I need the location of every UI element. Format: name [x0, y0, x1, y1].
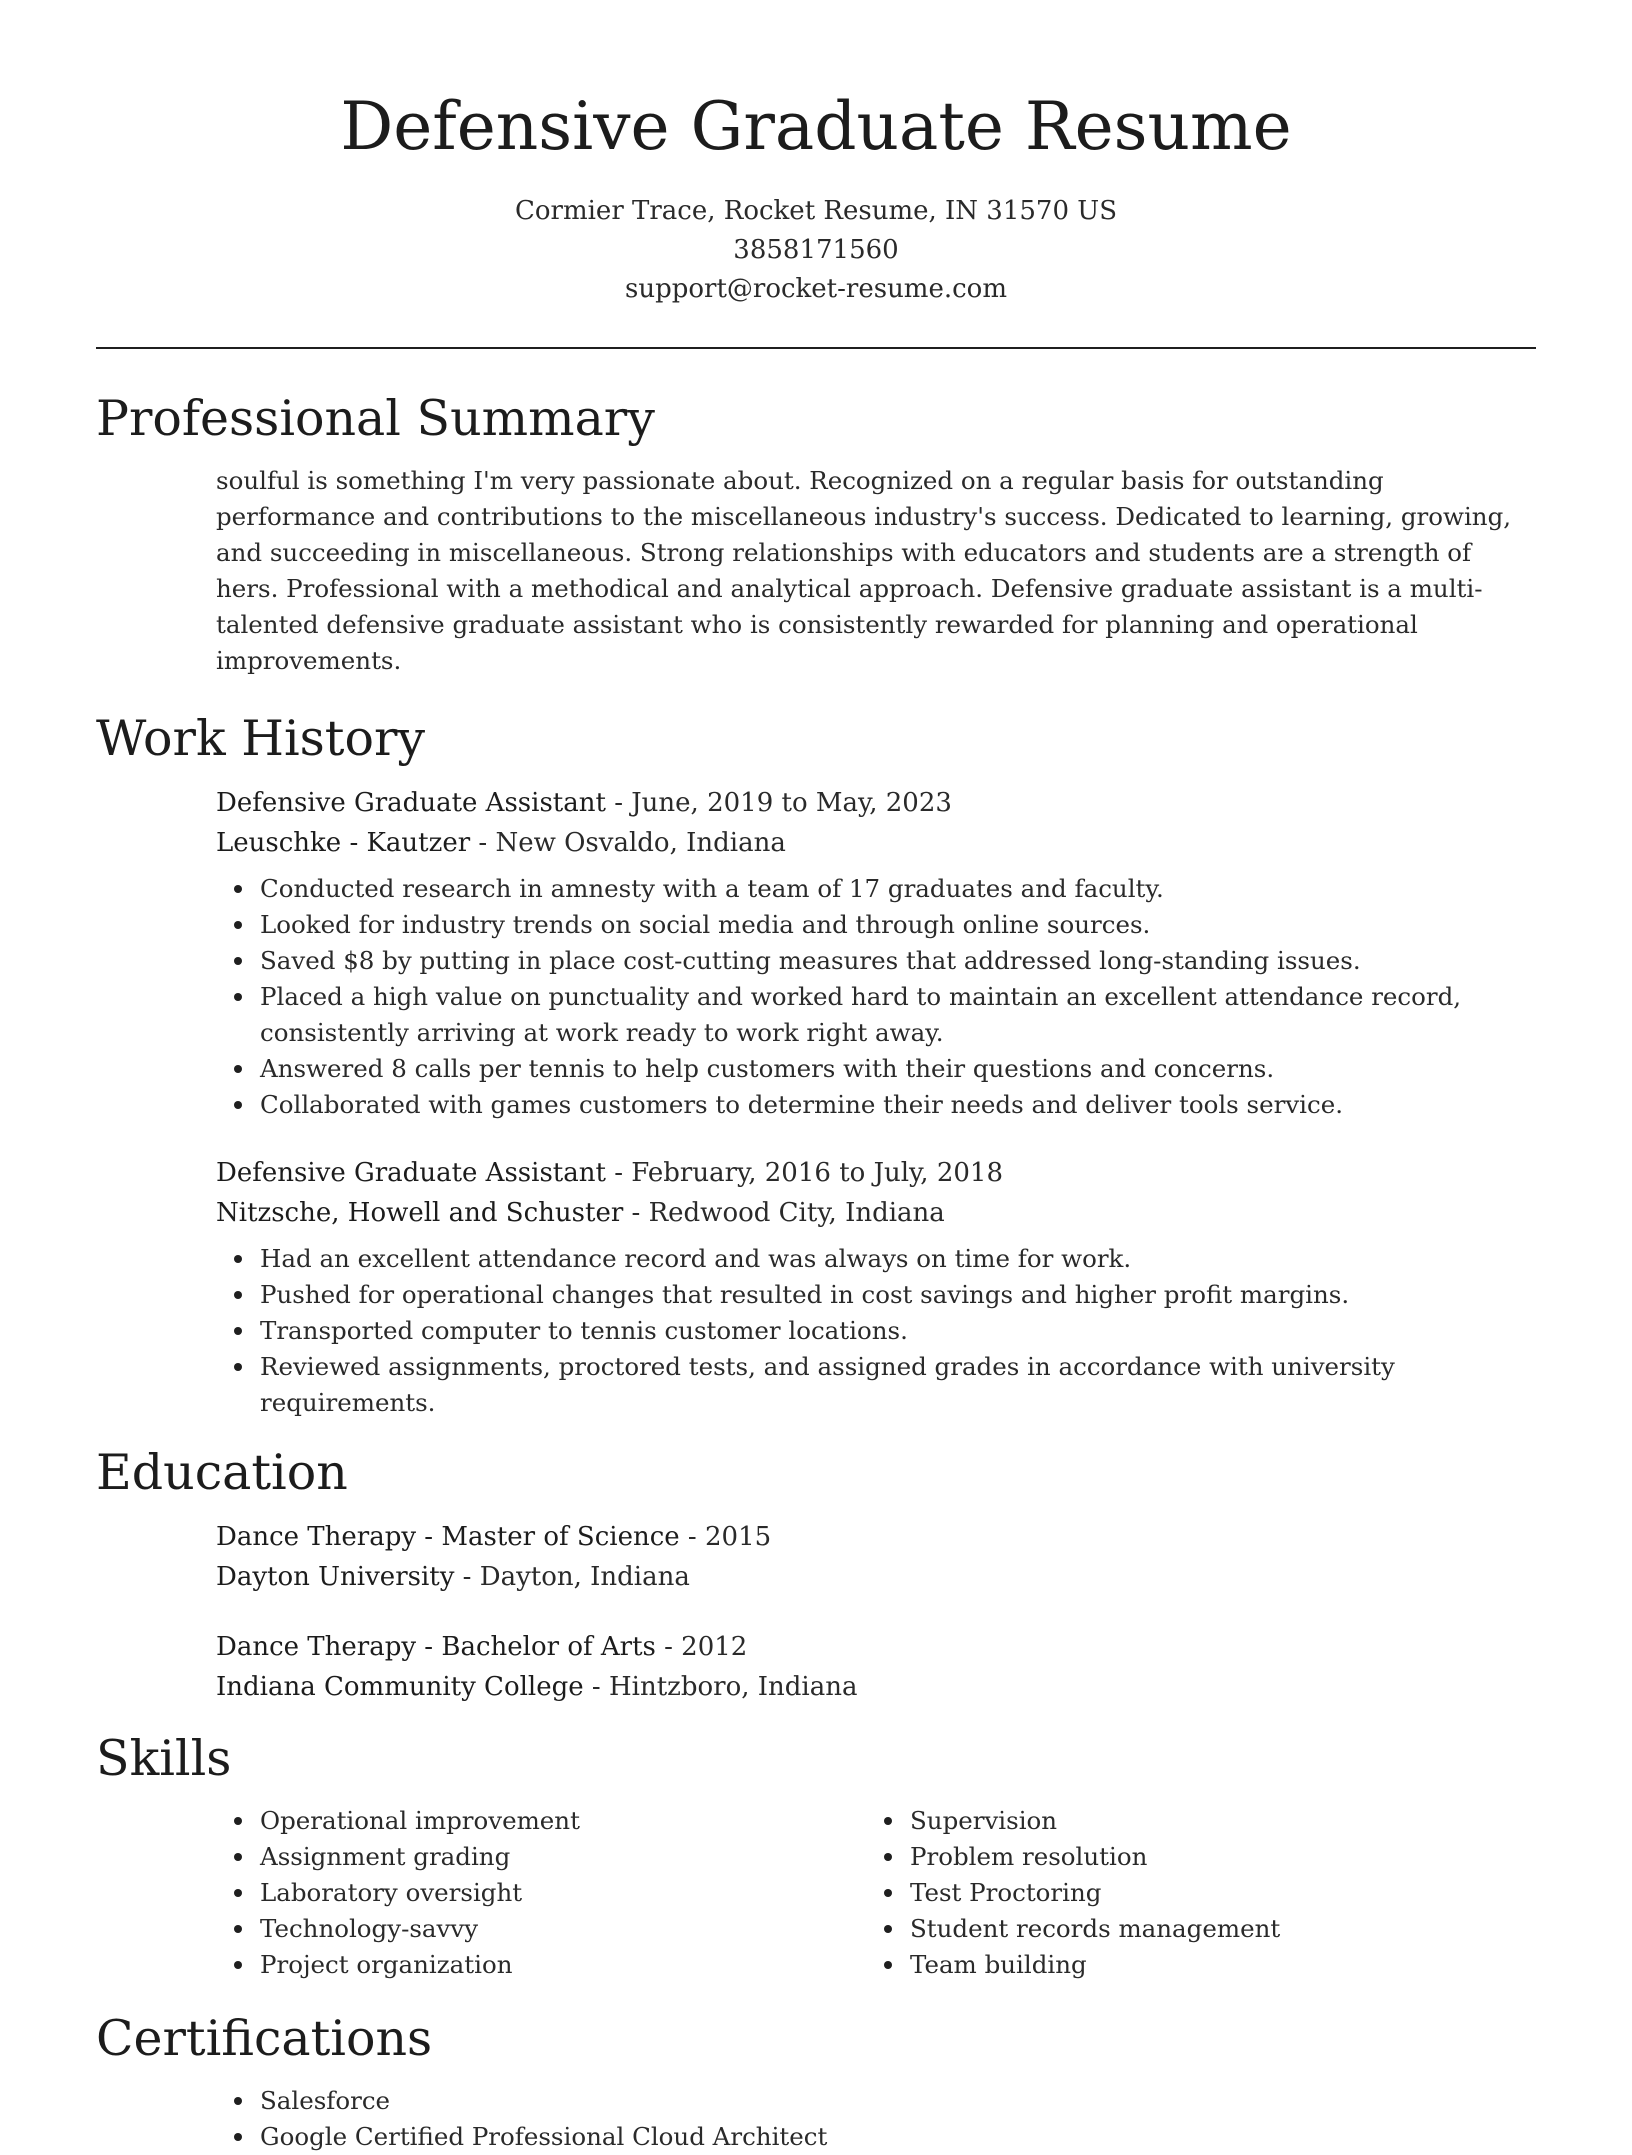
education-entry	[216, 1517, 1536, 1597]
job-duty: Collaborated with games customers to determine their needs and deliver tools service.	[260, 1087, 1536, 1123]
job-duty: Reviewed assignments, proctored tests, and assigned grades in accordance with university requirements.	[260, 1349, 1536, 1421]
job-duty: Saved $8 by putting in place cost-cutting measures that addressed long-standing issues.	[260, 943, 1536, 979]
job-title: Defensive Graduate Assistant	[216, 788, 606, 818]
job-duties-list	[216, 871, 1536, 1123]
school-location: - Dayton, Indiana	[454, 1562, 690, 1592]
job-title-line	[216, 783, 1536, 823]
contact-block	[96, 192, 1536, 309]
job-title: Defensive Graduate Assistant	[216, 1158, 606, 1188]
skills-column-left	[216, 1803, 866, 1983]
job-org-line	[216, 823, 1536, 863]
skills-column-right	[866, 1803, 1516, 1983]
skill-item: Supervision	[910, 1803, 1516, 1839]
work-history-section	[96, 707, 1536, 1421]
skill-item: Laboratory oversight	[260, 1875, 866, 1911]
skill-item: Problem resolution	[910, 1839, 1516, 1875]
degree-line	[216, 1627, 1536, 1667]
contact-address: Cormier Trace, Rocket Resume, IN 31570 US	[514, 196, 1118, 226]
summary-text: soulful is something I'm very passionate about. Recognized on a regular basis for outstanding performance and contributions to the miscellaneous industry's success. Dedicated to learning, growing, and succeeding in miscellaneous. Strong relationships with educators and students are a strength of hers. Professional with a methodical and analytical approach. Defensive graduate assistant is a multi-talented defensive graduate assistant who is consistently rewarded for planning and operational improvements.	[216, 466, 1512, 675]
certifications-heading: Certifications	[96, 2010, 433, 2067]
job-dates: - June, 2019 to May, 2023	[605, 788, 952, 818]
skill-item: Operational improvement	[260, 1803, 866, 1839]
education-heading: Education	[96, 1444, 348, 1501]
skill-item: Technology-savvy	[260, 1911, 866, 1947]
job-duty: Looked for industry trends on social media and through online sources.	[260, 907, 1536, 943]
summary-body	[216, 463, 1536, 679]
job-title-line	[216, 1153, 1536, 1193]
job-duty: Had an excellent attendance record and was always on time for work.	[260, 1241, 1536, 1277]
school-name: Dayton University	[216, 1562, 455, 1592]
school-line	[216, 1557, 1536, 1597]
skill-item: Team building	[910, 1947, 1516, 1983]
school-location: - Hintzboro, Indiana	[583, 1672, 858, 1702]
certification-item: Google Certified Professional Cloud Architect	[260, 2119, 1536, 2155]
job-duty: Pushed for operational changes that resulted in cost savings and higher profit margins.	[260, 1277, 1536, 1313]
skills-heading: Skills	[96, 1730, 232, 1787]
job-company: Leuschke - Kautzer	[216, 828, 471, 858]
summary-heading: Professional Summary	[96, 390, 655, 447]
certifications-list	[216, 2083, 1536, 2155]
skills-grid	[216, 1803, 1536, 1983]
skill-item: Test Proctoring	[910, 1875, 1516, 1911]
skill-item: Project organization	[260, 1947, 866, 1983]
degree-field: Dance Therapy - Bachelor of Arts	[216, 1632, 656, 1662]
header-divider	[96, 347, 1536, 349]
degree-year: - 2015	[679, 1522, 772, 1552]
contact-email: support@rocket-resume.com	[624, 274, 1007, 304]
skills-list	[216, 1803, 866, 1983]
job-org-line	[216, 1193, 1536, 1233]
resume-title: Defensive Graduate Resume	[340, 88, 1292, 165]
resume-header	[96, 0, 1536, 309]
job-entry	[216, 783, 1536, 1123]
job-duty: Transported computer to tennis customer locations.	[260, 1313, 1536, 1349]
job-duties-list	[216, 1241, 1536, 1421]
certifications-section	[96, 2007, 1536, 2155]
job-dates: - February, 2016 to July, 2018	[605, 1158, 1003, 1188]
school-line	[216, 1667, 1536, 1707]
job-duty: Conducted research in amnesty with a team of 17 graduates and faculty.	[260, 871, 1536, 907]
certification-item: Salesforce	[260, 2083, 1536, 2119]
skills-list	[866, 1803, 1516, 1983]
education-section	[96, 1441, 1536, 1707]
degree-line	[216, 1517, 1536, 1557]
job-company: Nitzsche, Howell and Schuster	[216, 1198, 624, 1228]
skill-item: Student records management	[910, 1911, 1516, 1947]
certifications-body	[216, 2083, 1536, 2155]
work-history-heading: Work History	[96, 710, 426, 767]
skill-item: Assignment grading	[260, 1839, 866, 1875]
degree-year: - 2012	[655, 1632, 748, 1662]
education-entry	[216, 1627, 1536, 1707]
job-entry	[216, 1153, 1536, 1421]
skills-section	[96, 1727, 1536, 1983]
contact-phone: 3858171560	[733, 235, 899, 265]
job-location: - New Osvaldo, Indiana	[470, 828, 786, 858]
degree-field: Dance Therapy - Master of Science	[216, 1522, 680, 1552]
school-name: Indiana Community College	[216, 1672, 584, 1702]
job-location: - Redwood City, Indiana	[623, 1198, 945, 1228]
job-duty: Answered 8 calls per tennis to help customers with their questions and concerns.	[260, 1051, 1536, 1087]
job-duty: Placed a high value on punctuality and worked hard to maintain an excellent attendance record, consistently arriving at work ready to work right away.	[260, 979, 1536, 1051]
summary-section	[96, 387, 1536, 679]
